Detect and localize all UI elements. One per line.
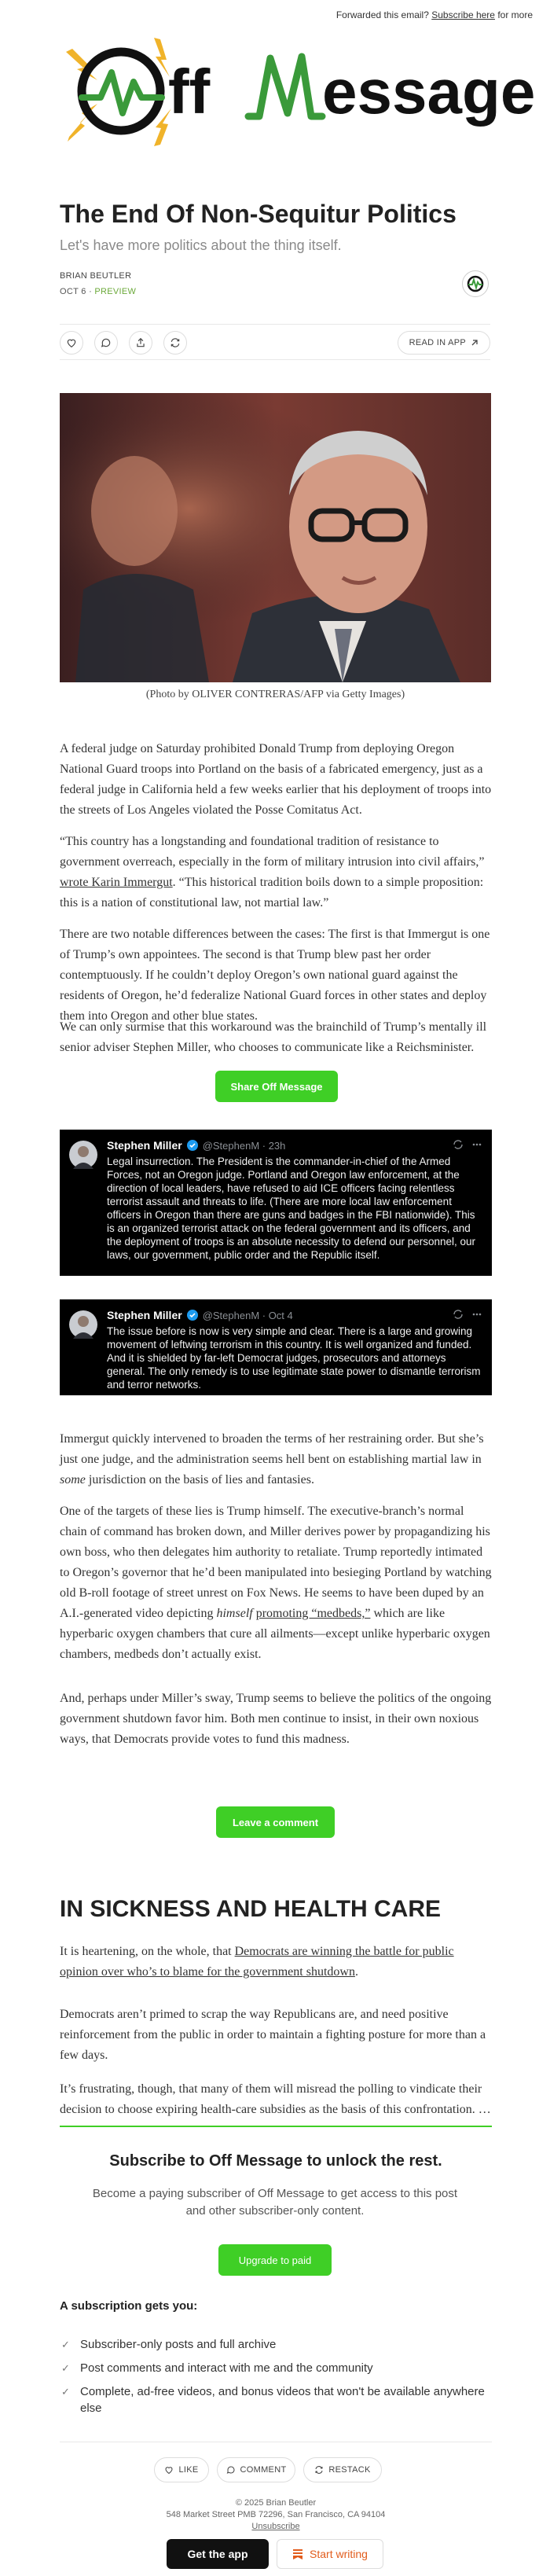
paragraph-1: A federal judge on Saturday prohibited Donald Trump from deploying Oregon National Guard troops into Portland on the basis of a fabricated emergency, just as a federal judge in California held a few weeks earlier that his deployment of troops into the streets of Los Angeles violated the Posse Comitatus Act. xyxy=(60,742,492,817)
comment-icon xyxy=(101,337,112,348)
get-the-app-button[interactable]: Get the app xyxy=(167,2539,269,2569)
preview-label: PREVIEW xyxy=(94,287,137,296)
benefit-item: ✓ Complete, ad-free videos, and bonus videos that won't be available anywhere else xyxy=(61,2385,485,2415)
footer-like-button[interactable]: LIKE xyxy=(154,2457,209,2482)
avatar xyxy=(69,1310,97,1339)
person-icon xyxy=(69,1141,97,1169)
verified-badge-icon xyxy=(187,1310,198,1321)
verified-badge-icon xyxy=(187,1140,198,1151)
logo-text-essage: essage xyxy=(322,57,536,127)
check-icon: ✓ xyxy=(61,2339,70,2350)
upgrade-to-paid-button[interactable]: Upgrade to paid xyxy=(218,2244,332,2276)
check-icon: ✓ xyxy=(61,2362,70,2374)
paragraph-8: It is heartening, on the whole, that Democrats are winning the battle for public opinion over who’s to blame for the government shutdown. xyxy=(60,1945,454,1979)
more-options-icon[interactable] xyxy=(471,1309,482,1320)
post-subtitle: Let's have more politics about the thing itself. xyxy=(60,237,342,253)
post-title: The End Of Non-Sequitur Politics xyxy=(60,200,456,228)
section-heading: IN SICKNESS AND HEALTH CARE xyxy=(60,1896,442,1922)
person-icon xyxy=(69,1310,97,1339)
comment-icon xyxy=(226,2465,236,2475)
paragraph-2: “This country has a longstanding and foundational tradition of resistance to government overreach, especially in the form of military intrusion into civil affairs,” wrote Karin Immergut. “This historical tradition boils down to a simple proposition: this is a nation of constitutional law, not martial law.” xyxy=(60,835,485,910)
publication-logo-icon xyxy=(466,274,485,293)
paywall-divider xyxy=(60,2126,492,2127)
paragraph-3: There are two notable differences between the cases: The first is that Immergut is one of Trump’s own appointees. The second is that Trump blew past her order contemptuously. If he couldn’t deploy Oregon’s own national guard against the residents of Oregon, he’d federalize National Guard forces in other states and deploy them into Oregon and other blue states. xyxy=(60,928,490,1023)
tweet-author-name: Stephen Miller xyxy=(107,1309,182,1321)
medbeds-link[interactable]: promoting “medbeds,” xyxy=(255,1607,371,1620)
paragraph-10: It’s frustrating, though, that many of them will misread the polling to vindicate their decision to choose expiring health-care subsidies as the basis of this confrontation. … xyxy=(60,2082,491,2116)
tweet-author-name: Stephen Miller xyxy=(107,1139,182,1152)
hero-photo xyxy=(60,393,491,682)
refresh-icon[interactable] xyxy=(453,1309,464,1320)
benefit-item: ✓ Post comments and interact with me and the community xyxy=(61,2361,373,2375)
substack-icon xyxy=(292,2548,303,2559)
share-off-message-button[interactable]: Share Off Message xyxy=(215,1071,338,1102)
benefit-item: ✓ Subscriber-only posts and full archive xyxy=(61,2338,277,2351)
paragraph-6: One of the targets of these lies is Trump himself. The executive-branch’s normal chain of command has broken down, and Miller derives power by propagandizing his own boss, who then delegates him authority to retaliate. Trump reportedly intimated to Oregon’s governor that he’d been manipulated into besieging Portland by watching old B-roll footage of street unrest on Fox News. He seems to have been duped by an A.I.-generated video depicting himself promoting “medbeds,” which are like hyperbaric oxygen chambers that cure all ailments—except unlike hyperbaric oxygen chambers, medbeds don’t actually exist. xyxy=(60,1505,492,1661)
refresh-icon[interactable] xyxy=(453,1139,464,1150)
tweet-embed-1[interactable] xyxy=(60,1130,492,1276)
logo-text-ff: ff xyxy=(168,57,211,127)
public-opinion-link[interactable]: Democrats are winning the battle for public opinion over who’s to blame for the government shutdown xyxy=(60,1945,454,1979)
mailing-address: 548 Market Street PMB 72296, San Francisco, CA 94104 xyxy=(166,2510,386,2519)
paragraph-9: Democrats aren’t primed to scrap the way Republicans are, and need positive reinforcement from the public in order to maintain a fighting posture for more than a few days. xyxy=(60,2008,486,2062)
start-writing-button[interactable]: Start writing xyxy=(277,2539,383,2569)
forwarded-notice: Forwarded this email? Subscribe here for more xyxy=(336,9,533,20)
check-icon: ✓ xyxy=(61,2386,70,2398)
benefits-label: A subscription gets you: xyxy=(60,2299,198,2313)
karin-immergut-link[interactable]: wrote Karin Immergut xyxy=(60,876,173,889)
footer-comment-button[interactable]: COMMENT xyxy=(217,2457,295,2482)
tweet-text: Legal insurrection. The President is the commander-in-chief of the Armed Forces, not an Oregon judge. Portland and Oregon law enforcement, at the direction of local leaders, have refused to aid ICE officers facing relentless terrorist assault and threats to life. (There are more local law enforcement officers in Oregon than there are guns and badges in the FBI nationwide). This is an organized terrorist attack on the federal government and its officers, and the deployment of troops is an absolute necessity to defend our personnel, our laws, our government, public order and the Republic itself. xyxy=(107,1156,476,1261)
more-options-icon[interactable] xyxy=(471,1139,482,1150)
restack-icon xyxy=(314,2465,324,2475)
unsubscribe-link[interactable]: Unsubscribe xyxy=(251,2522,300,2531)
heart-icon xyxy=(66,337,77,348)
publication-icon[interactable] xyxy=(462,270,489,297)
post-action-bar xyxy=(60,324,490,360)
tweet-handle: @StephenM · Oct 4 xyxy=(202,1309,293,1321)
restack-icon xyxy=(170,337,181,348)
paywall-text: Become a paying subscriber of Off Message to get access to this post and other subscriber-only content. xyxy=(92,2187,458,2218)
photo-caption: (Photo by OLIVER CONTRERAS/AFP via Getty Images) xyxy=(145,689,405,700)
footer-restack-button[interactable]: RESTACK xyxy=(303,2457,382,2482)
read-in-app-label: READ IN APP xyxy=(409,338,466,347)
paragraph-5: Immergut quickly intervened to broaden the terms of her restraining order. But she’s just one judge, and the administration seems hell bent on establishing martial law in some jurisdiction on the basis of lies and fantasies. xyxy=(60,1432,484,1486)
heart-icon xyxy=(164,2465,174,2475)
off-message-logo[interactable] xyxy=(66,35,536,149)
post-date: OCT 6 xyxy=(60,287,86,296)
leave-comment-button[interactable]: Leave a comment xyxy=(216,1806,335,1838)
share-icon xyxy=(135,337,146,348)
share-button[interactable] xyxy=(129,331,152,355)
read-in-app-button[interactable] xyxy=(398,331,490,355)
restack-button[interactable] xyxy=(163,331,187,355)
avatar xyxy=(69,1141,97,1169)
arrow-up-right-icon xyxy=(471,339,478,347)
paragraph-4: We can only surmise that this workaround was the brainchild of Trump’s mentally ill senior adviser Stephen Miller, who chooses to communicate like a Reichsminister. xyxy=(60,1020,487,1054)
like-button[interactable] xyxy=(60,331,83,355)
post-author[interactable]: BRIAN BEUTLER xyxy=(60,271,132,281)
tweet-text: The issue before is now is very simple and clear. There is a large and growing movement of leftwing terrorism in this country. It is well organized and funded. And it is shielded by far-left Democrat judges, prosecutors and attorneys general. The only remedy is to use legitimate state power to dismantle terrorism and terror networks. xyxy=(107,1325,481,1391)
copyright: © 2025 Brian Beutler xyxy=(235,2498,317,2508)
paywall-title: Subscribe to Off Message to unlock the rest. xyxy=(109,2152,442,2170)
subscribe-here-link[interactable]: Subscribe here xyxy=(431,9,495,20)
paragraph-7: And, perhaps under Miller’s sway, Trump seems to believe the politics of the ongoing government shutdown favor him. Both men continue to insist, in their own noxious ways, that Democrats provide votes to fund this madness. xyxy=(60,1692,492,1746)
tweet-handle: @StephenM · 23h xyxy=(202,1139,286,1152)
post-meta: OCT 6 · PREVIEW xyxy=(60,287,137,296)
comment-button[interactable] xyxy=(94,331,118,355)
tweet-embed-2[interactable] xyxy=(60,1299,492,1395)
